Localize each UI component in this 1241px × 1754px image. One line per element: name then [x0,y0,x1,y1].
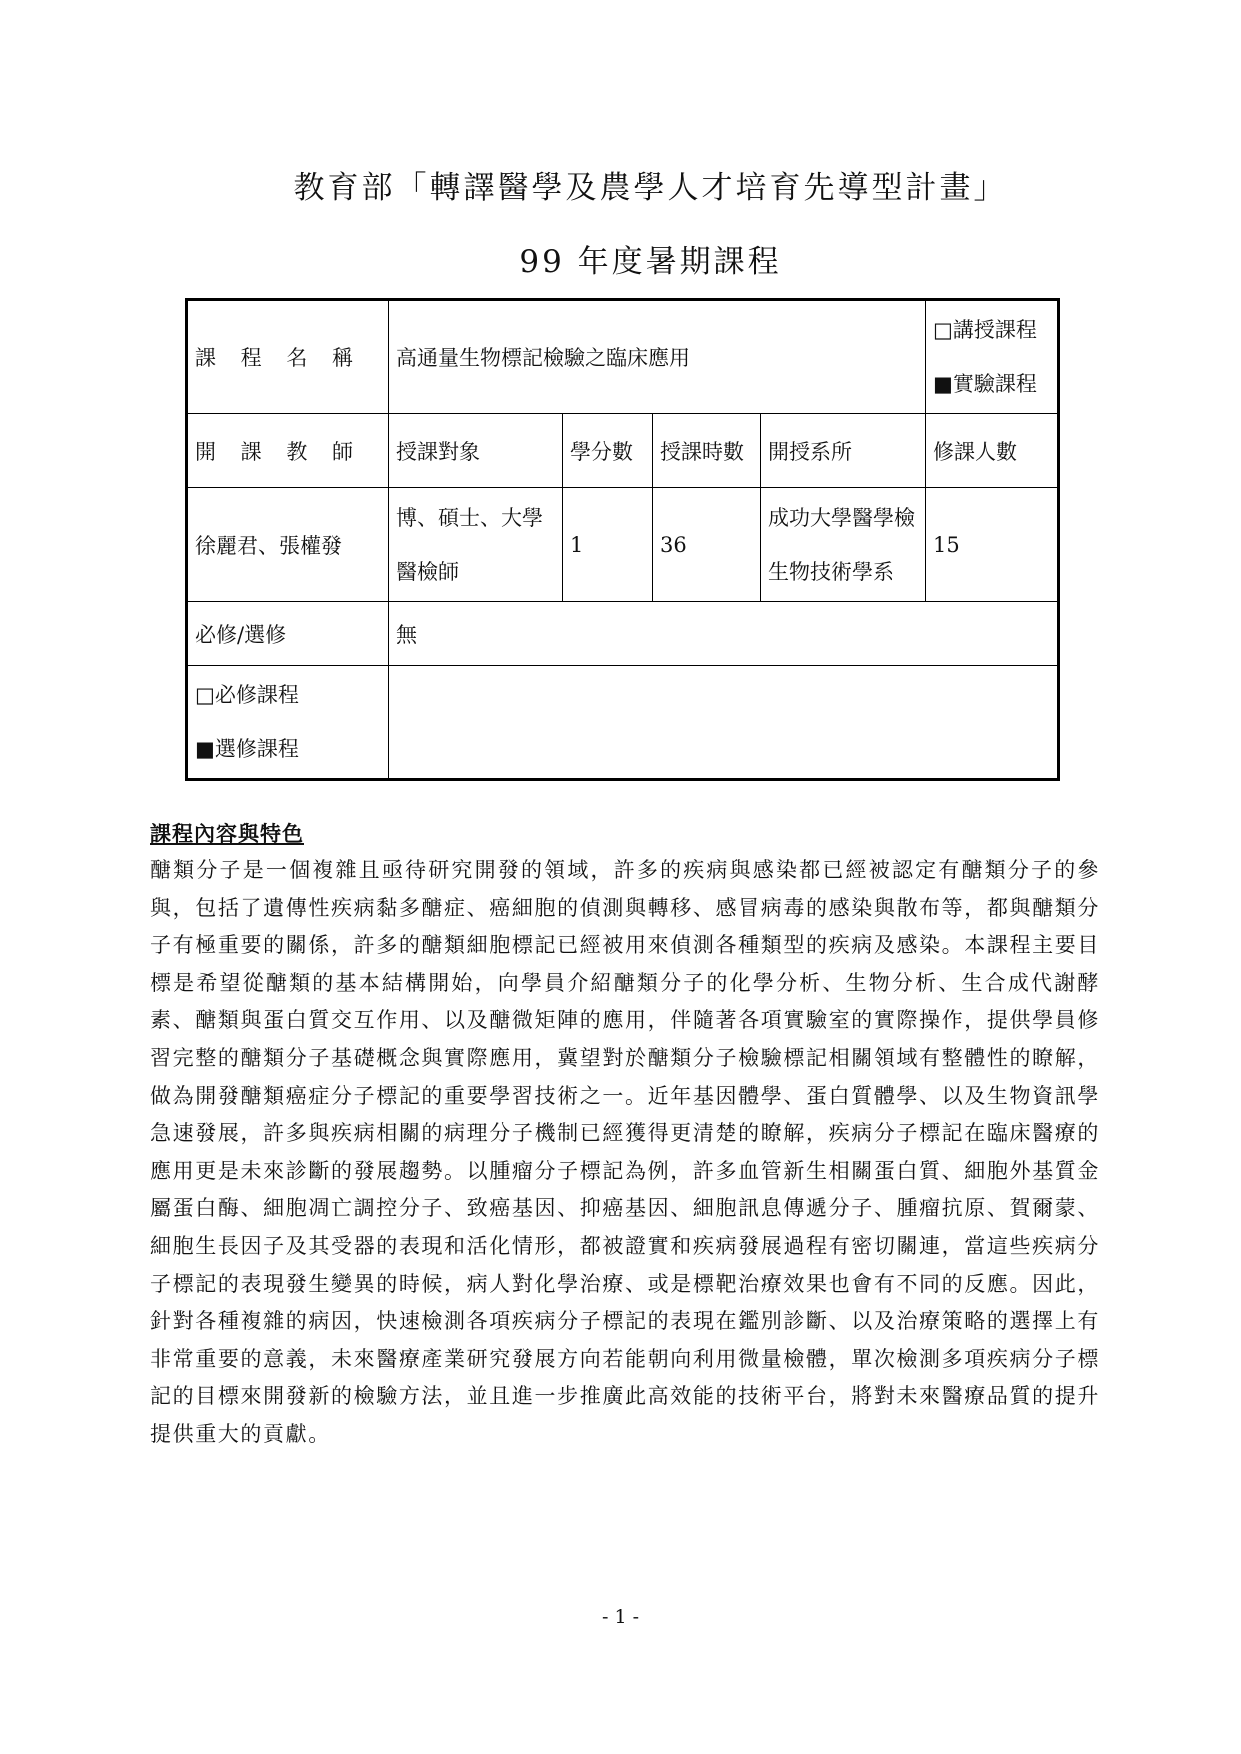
department-line1: 成功大學醫學檢 [768,505,915,530]
department-line2: 生物技術學系 [768,559,894,584]
credits-header: 學分數 [563,414,653,488]
course-info-table [185,298,1060,781]
course-name-label: 課 程 名 稱 [187,300,389,414]
data-row [187,488,1059,602]
audience-header: 授課對象 [389,414,563,488]
required-elective-label: 必修/選修 [187,602,389,666]
document-subtitle: 99 年度暑期課程 [519,244,782,280]
enrollment-value: 15 [926,488,1059,602]
section-heading: 課程內容與特色 [150,821,304,846]
audience-value [389,488,563,602]
course-category-blank [389,666,1059,780]
document-title: 教育部「轉譯醫學及農學人才培育先導型計畫」 [293,170,1008,206]
required-elective-value: 無 [389,602,1059,666]
audience-line1: 博、碩士、大學 [396,505,543,530]
hours-value: 36 [653,488,761,602]
course-name-value: 高通量生物標記檢驗之臨床應用 [389,300,926,414]
audience-line2: 醫檢師 [396,559,459,584]
header-row [187,414,1059,488]
course-category-row [187,666,1059,780]
instructor-header: 開 課 教 師 [187,414,389,488]
required-elective-row [187,602,1059,666]
page-number: - 1 - [601,1606,639,1628]
required-option: □必修課程 [195,683,299,707]
course-type-cell [926,300,1059,414]
department-value [761,488,926,602]
credits-value: 1 [563,488,653,602]
section-body: 醣類分子是一個複雜且亟待研究開發的領域，許多的疾病與感染都已經被認定有醣類分子的參與，包括了遺傳性疾病黏多醣症、癌細胞的偵測與轉移、感冒病毒的感染與散布等，都與醣類分子有極重要的關係，許多的醣類細胞標記已經被用來偵測各種類型的疾病及感染。本課程主要目標是希望從醣類的基本結構開始，向學員介紹醣類分子的化學分析、生物分析、生合成代謝酵素、醣類與蛋白質交互作用、以及醣微矩陣的應用，伴隨著各項實驗室的實際操作，提供學員修習完整的醣類分子基礎概念與實際應用，冀望對於醣類分子檢驗標記相關領域有整體性的瞭解，做為開發醣類癌症分子標記的重要學習技術之一。近年基因體學、蛋白質體學、以及生物資訊學急速發展，許多與疾病相關的病理分子機制已經獲得更清楚的瞭解，疾病分子標記在臨床醫療的應用更是未來診斷的發展趨勢。以腫瘤分子標記為例，許多血管新生相關蛋白質、細胞外基質金屬蛋白酶、細胞凋亡調控分子、致癌基因、抑癌基因、細胞訊息傳遞分子、腫瘤抗原、賀爾蒙、細胞生長因子及其受器的表現和活化情形，都被證實和疾病發展過程有密切關連，當這些疾病分子標記的表現發生變異的時候，病人對化學治療、或是標靶治療效果也會有不同的反應。因此，針對各種複雜的病因，快速檢測各項疾病分子標記的表現在鑑別診斷、以及治療策略的選擇上有非常重要的意義，未來醫療產業研究發展方向若能朝向利用微量檢體，單次檢測多項疾病分子標記的目標來開發新的檢驗方法，並且進一步推廣此高效能的技術平台，將對未來醫療品質的提升提供重大的貢獻。 [150,858,1100,1446]
course-name-row [187,300,1059,414]
course-category-options [187,666,389,780]
elective-option: ■選修課程 [195,737,299,761]
course-type-lab: ■實驗課程 [933,372,1037,396]
enrollment-header: 修課人數 [926,414,1059,488]
hours-header: 授課時數 [653,414,761,488]
instructor-value: 徐麗君、張權發 [187,488,389,602]
course-type-lecture: □講授課程 [933,318,1037,342]
course-content-section [150,818,1100,1454]
department-header: 開授系所 [761,414,926,488]
